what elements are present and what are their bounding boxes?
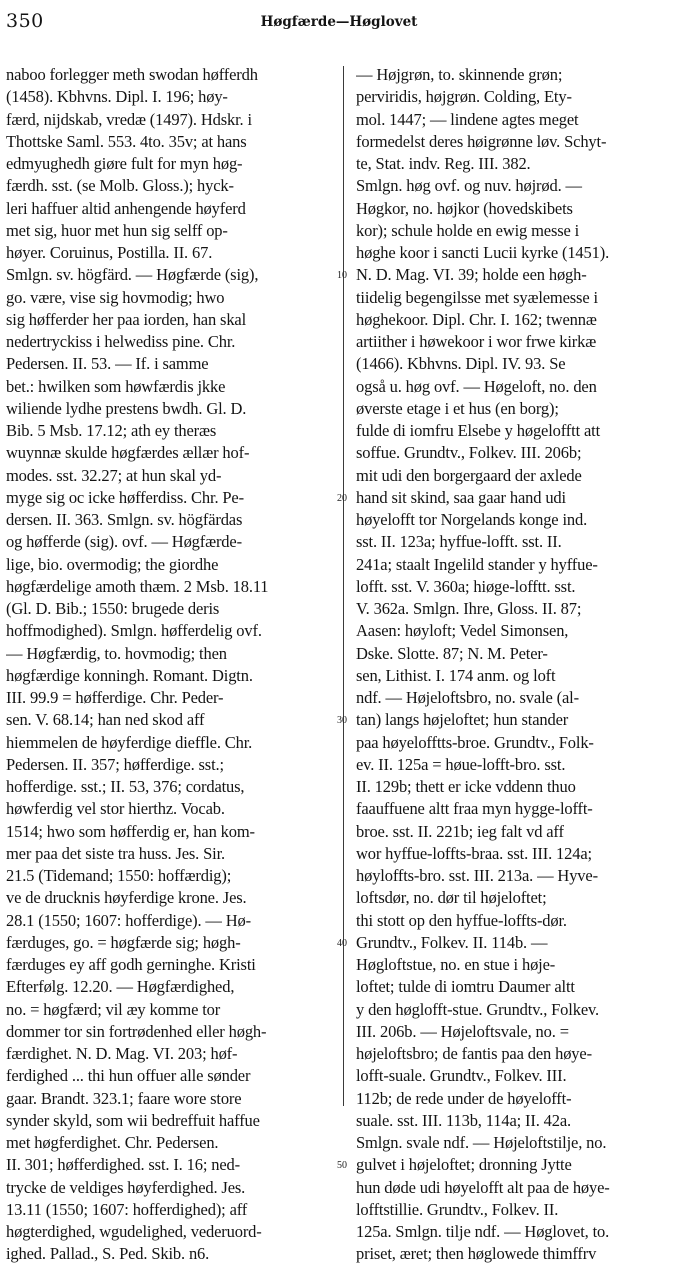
left-column-line: bet.: hwilken som høwfærdis jkke [6,376,226,396]
left-column-line: og høfferde (sig). ovf. — Høgfærde- [6,532,242,552]
right-column-line: fulde di iomfru Elsebe y høgelofftt att [356,421,601,440]
left-column-line: sen. V. 68.14; han ned skod aff [6,710,205,730]
right-column-line: ndf. — Højeloftsbro, no. svale (al- [356,688,579,707]
right-column-line: mit udi den borgergaard der axlede [356,465,582,485]
right-column-line: N. D. Mag. VI. 39; holde een høgh- [356,265,587,285]
right-column-line: 112b; de rede under de høyelofft- [356,1088,572,1108]
page-header [6,10,672,36]
right-column-line: ev. II. 125a = høue-lofft-bro. sst. [356,754,566,774]
left-column-line: høgfærdige konningh. Romant. Digtn. [6,665,253,685]
right-column-line: y den høglofft-stue. Grundtv., Folkev. [356,999,599,1019]
left-column-line: (Gl. D. Bib.; 1550: brugede deris [6,599,220,618]
left-column-line: høyer. Coruinus, Postilla. II. 67. [6,243,213,262]
right-column-line: V. 362a. Smlgn. Ihre, Gloss. II. 87; [356,599,582,618]
right-column-line: priset, æret; then høglowede thimffrv [356,1244,597,1264]
right-column-line: loftet; tulde di iomtru Daumer altt [356,977,575,997]
left-column-line: 21.5 (Tidemand; 1550: hoffærdig); [6,866,232,885]
right-column-line: Dske. Slotte. 87; N. M. Peter- [356,643,548,663]
right-column-line: Grundtv., Folkev. II. 114b. — [356,932,548,952]
right-column-line: — Højgrøn, to. skinnende grøn; [356,65,563,84]
left-column-line: myge sig oc icke høfferdiss. Chr. Pe- [6,487,244,507]
right-column-line: Aasen: høyloft; Vedel Simonsen, [356,621,569,641]
line-number-marker: 50 [337,1160,347,1172]
left-column-line: hofferdige. sst.; II. 53, 376; cordatus, [6,777,245,796]
right-column-line: hand sit skind, saa gaar hand udi [356,487,566,507]
right-column-line: III. 206b. — Højeloftsvale, no. = [356,1021,569,1041]
right-column-line: lofft-suale. Grundtv., Folkev. III. [356,1066,567,1086]
left-column-line: nedertryckiss i helwediss pine. Chr. [6,332,236,351]
left-column-line: færdighet. N. D. Mag. VI. 203; høf- [6,1044,238,1063]
right-column-line: Smlgn. svale ndf. — Højeloftstilje, no. [356,1133,607,1152]
left-column-line: Efterfølg. 12.20. — Høgfærdighed, [6,977,235,997]
right-column-line: loftsdør, no. dør til højeloftet; [356,888,547,908]
left-column-line: dersen. II. 363. Smlgn. sv. högfärdas [6,510,243,529]
right-column-line: høghe koor i sancti Lucii kyrke (1451). [356,243,610,262]
right-column-line: sen, Lithist. I. 174 anm. og loft [356,665,556,685]
left-column-line: Thottske Saml. 553. 4to. 35v; at hans [6,131,247,151]
left-column-line: 13.11 (1550; 1607: hofferdighed); aff [6,1199,248,1219]
left-column-line: ferdighed ... thi hun offuer alle sønder [6,1066,251,1086]
left-column-line: høgterdighed, wgudelighed, vederuord- [6,1222,262,1241]
right-column-line: lofftstillie. Grundtv., Folkev. II. [356,1199,559,1219]
right-column-line: Høgkor, no. højkor (hovedskibets [356,198,573,218]
left-column-line: ve de drucknis høyferdige krone. Jes. [6,888,247,908]
left-column-line: dommer tor sin fortrødenhed eller høgh- [6,1021,267,1041]
column-divider [343,66,344,1106]
left-column-line: Smlgn. sv. högfärd. — Høgfærde (sig), [6,265,259,285]
right-column-line: kor); schule holde en ewig messe i [356,220,580,240]
running-title: Høgfærde—Høglovet [260,14,418,30]
right-column-line: tiidelig begengilsse met syælemesse i [356,287,598,307]
right-column-line: høghekoor. Dipl. Chr. I. 162; twennæ [356,309,597,329]
left-column-line: trycke de veldiges høyferdighed. Jes. [6,1177,246,1197]
right-column-line: faauffuene altt fraa myn hygge-lofft- [356,799,593,819]
right-column-line: Smlgn. høg ovf. og nuv. højrød. — [356,176,582,196]
right-column-line: Høgloftstue, no. en stue i høje- [356,955,556,974]
right-column-line: 125a. Smlgn. tilje ndf. — Høglovet, to. [356,1222,610,1241]
left-column-line: 1514; hwo som høfferdig er, han kom- [6,821,255,841]
left-column-line: Pedersen. II. 53. — If. i samme [6,354,209,374]
line-number-marker: 10 [337,270,347,282]
right-column-line: paa høyelofftts-broe. Grundtv., Folk- [356,732,594,752]
right-column-line: (1466). Kbhvns. Dipl. IV. 93. Se [356,354,566,374]
right-column-line: formedelst deres høigrønne løv. Schyt- [356,131,607,151]
right-column-line: lofft. sst. V. 360a; hiøge-lofftt. sst. [356,576,576,596]
left-column-line: sig høfferder her paa iorden, han skal [6,309,247,329]
page-number: 350 [6,10,44,32]
left-column-line: no. = høgfærd; vil æy komme tor [6,999,221,1019]
left-column-line: 28.1 (1550; 1607: hofferdige). — Hø- [6,910,251,930]
left-column-line: hiemmelen de høyferdige dieffle. Chr. [6,732,253,752]
left-column-line: lige, bio. overmodig; the giordhe [6,554,219,574]
right-column-line: wor hyffue-loffts-braa. sst. III. 124a; [356,843,592,863]
left-column-line: leri haffuer altid anhengende høyferd [6,198,246,218]
right-column-line: høyloffts-bro. sst. III. 213a. — Hyve- [356,866,598,885]
left-column-line: ighed. Pallad., S. Ped. Skib. n6. [6,1244,210,1264]
line-number-marker: 40 [337,937,347,949]
left-column-line: met høgferdighet. Chr. Pedersen. [6,1133,219,1152]
left-column-line: naboo forlegger meth swodan høfferdh [6,65,258,84]
right-column [356,64,672,1266]
left-column-line: hoffmodighed). Smlgn. høfferdelig ovf. [6,621,262,641]
right-column-line: artiither i høwekoor i wor frwe kirkæ [356,332,597,351]
right-column-line: sst. II. 123a; hyffue-lofft. sst. II. [356,532,562,552]
right-column-line: thi stott op den hyffue-loffts-dør. [356,910,567,930]
left-column-line: gaar. Brandt. 323.1; faare wore store [6,1088,242,1108]
left-column-line: wuynnæ skulde høgfærdes ællær hof- [6,443,250,463]
right-column-line: soffue. Grundtv., Folkev. III. 206b; [356,443,582,463]
left-column-line: færduges, go. = høgfærde sig; høgh- [6,932,241,952]
right-column-line: te, Stat. indv. Reg. III. 382. [356,154,531,173]
left-column-line: mer paa det siste tra huss. Jes. Sir. [6,843,225,863]
right-column-line: mol. 1447; — lindene agtes meget [356,109,579,129]
left-column-line: (1458). Kbhvns. Dipl. I. 196; høy- [6,87,228,107]
left-column-line: modes. sst. 32.27; at hun skal yd- [6,465,222,485]
left-column-line: wiliende lydhe prestens bwdh. Gl. D. [6,398,247,418]
right-column-line: tan) langs højeloftet; hun stander [356,710,569,730]
left-column-line: III. 99.9 = høfferdige. Chr. Peder- [6,688,224,707]
left-column-line: go. være, vise sig hovmodig; hwo [6,287,225,307]
left-column-line: færduges ey aff godh gerninghe. Kristi [6,955,256,974]
right-column-line: høyelofft tor Norgelands konge ind. [356,510,588,529]
left-column-line: edmyughedh giøre fult for myn høg- [6,154,243,173]
left-column-line: synder skyld, som wii bedreffuit haffue [6,1110,260,1130]
left-column-line: II. 301; høfferdighed. sst. I. 16; ned- [6,1155,240,1175]
right-column-line: gulvet i højeloftet; dronning Jytte [356,1155,572,1175]
right-column-line: suale. sst. III. 113b, 114a; II. 42a. [356,1110,572,1130]
right-column-line: højeloftsbro; de fantis paa den høye- [356,1044,592,1063]
left-column-line: høgfærdelige amoth thæm. 2 Msb. 18.11 [6,576,269,596]
left-column-line: høwferdig vel stor hierthz. Vocab. [6,799,225,819]
left-column-line: — Høgfærdig, to. hovmodig; then [6,643,227,663]
line-number-marker: 20 [337,492,347,504]
left-column [6,64,334,1266]
left-column-line: færdh. sst. (se Molb. Gloss.); hyck- [6,176,234,196]
left-column-line: færd, nijdskab, vredæ (1497). Hdskr. i [6,109,252,129]
left-column-line: Pedersen. II. 357; høfferdige. sst.; [6,754,224,774]
right-column-line: hun døde udi høyelofft alt paa de høye- [356,1177,610,1197]
right-column-line: broe. sst. II. 221b; ieg falt vd aff [356,821,564,841]
line-number-marker: 30 [337,715,347,727]
left-column-line: Bib. 5 Msb. 17.12; ath ey theræs [6,421,217,440]
right-column-line: også u. høg ovf. — Høgeloft, no. den [356,376,597,396]
right-column-line: øverste etage i et hus (en borg); [356,398,559,418]
right-column-line: II. 129b; thett er icke vddenn thuo [356,777,576,796]
right-column-line: perviridis, højgrøn. Colding, Ety- [356,87,572,107]
left-column-line: met sig, huor met hun sig selff op- [6,220,228,240]
right-column-line: 241a; staalt Ingelild stander y hyffue- [356,554,598,574]
